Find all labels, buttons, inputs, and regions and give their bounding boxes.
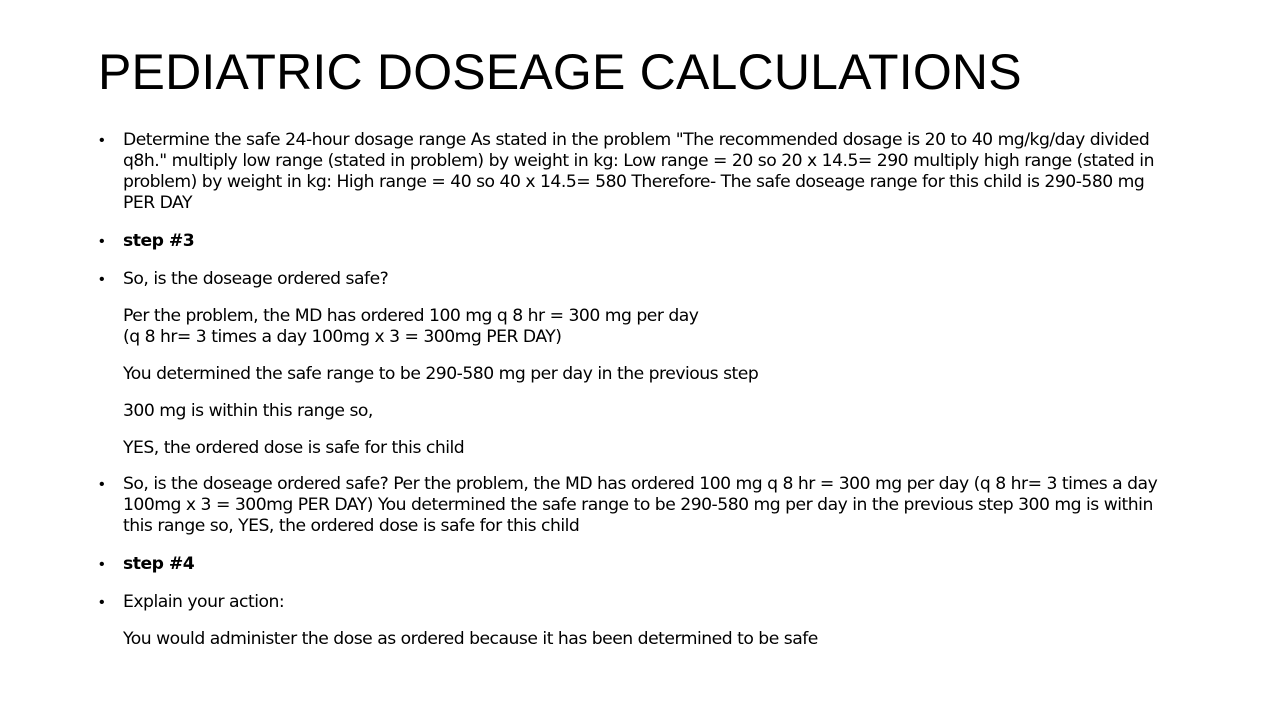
bullet-item-dose-check bbox=[99, 269, 1179, 459]
bullet-list bbox=[99, 130, 1179, 650]
bullet-marker: • bbox=[99, 594, 105, 611]
bullet-item-step-4 bbox=[99, 554, 1179, 575]
bullet-marker: • bbox=[99, 271, 105, 288]
frequency-line: (q 8 hr= 3 times a day 100mg x 3 = 300mg PER DAY) bbox=[123, 327, 562, 347]
bullet-text: So, is the doseage ordered safe? Per the problem, the MD has ordered 100 mg q 8 hr = 300 mg per day (q 8 hr= 3 times a day 100mg x 3 = 300mg PER DAY) You determined the safe range to be 290-580 mg per day in the previous step 300 mg is within this range so, YES, the ordered dose is safe for this child bbox=[123, 474, 1158, 536]
step-heading: step #4 bbox=[123, 554, 195, 574]
bullet-item-step-3 bbox=[99, 231, 1179, 252]
bullet-item-dose-check-summary bbox=[99, 474, 1179, 537]
slide-title: PEDIATRIC DOSEAGE CALCULATIONS bbox=[98, 44, 1022, 100]
bullet-item-action bbox=[99, 592, 1179, 650]
within-range-line: 300 mg is within this range so, bbox=[123, 401, 373, 421]
action-prompt: Explain your action: bbox=[123, 592, 285, 612]
bullet-marker: • bbox=[99, 233, 105, 250]
bullet-marker: • bbox=[99, 476, 105, 493]
bullet-marker: • bbox=[99, 556, 105, 573]
ordered-dose-line: Per the problem, the MD has ordered 100 mg q 8 hr = 300 mg per day bbox=[123, 306, 699, 326]
conclusion-line: YES, the ordered dose is safe for this child bbox=[123, 438, 465, 458]
safe-range-line: You determined the safe range to be 290-580 mg per day in the previous step bbox=[123, 364, 759, 384]
question-line: So, is the doseage ordered safe? bbox=[123, 269, 389, 289]
bullet-marker: • bbox=[99, 132, 105, 149]
step-heading: step #3 bbox=[123, 231, 195, 251]
bullet-text: Determine the safe 24-hour dosage range As stated in the problem "The recommended dosage is 20 to 40 mg/kg/day divided q8h." multiply low range (stated in problem) by weight in kg: Low range = 20 so 20 x 14.5= 290 multiply high range (stated in problem) by weight in kg: High range = 40 so 40 x 14.5= 580 Therefore- The safe doseage range for this child is 290-580 mg PER DAY bbox=[123, 130, 1154, 213]
bullet-item-safe-range bbox=[99, 130, 1179, 214]
action-answer: You would administer the dose as ordered because it has been determined to be safe bbox=[123, 629, 818, 649]
